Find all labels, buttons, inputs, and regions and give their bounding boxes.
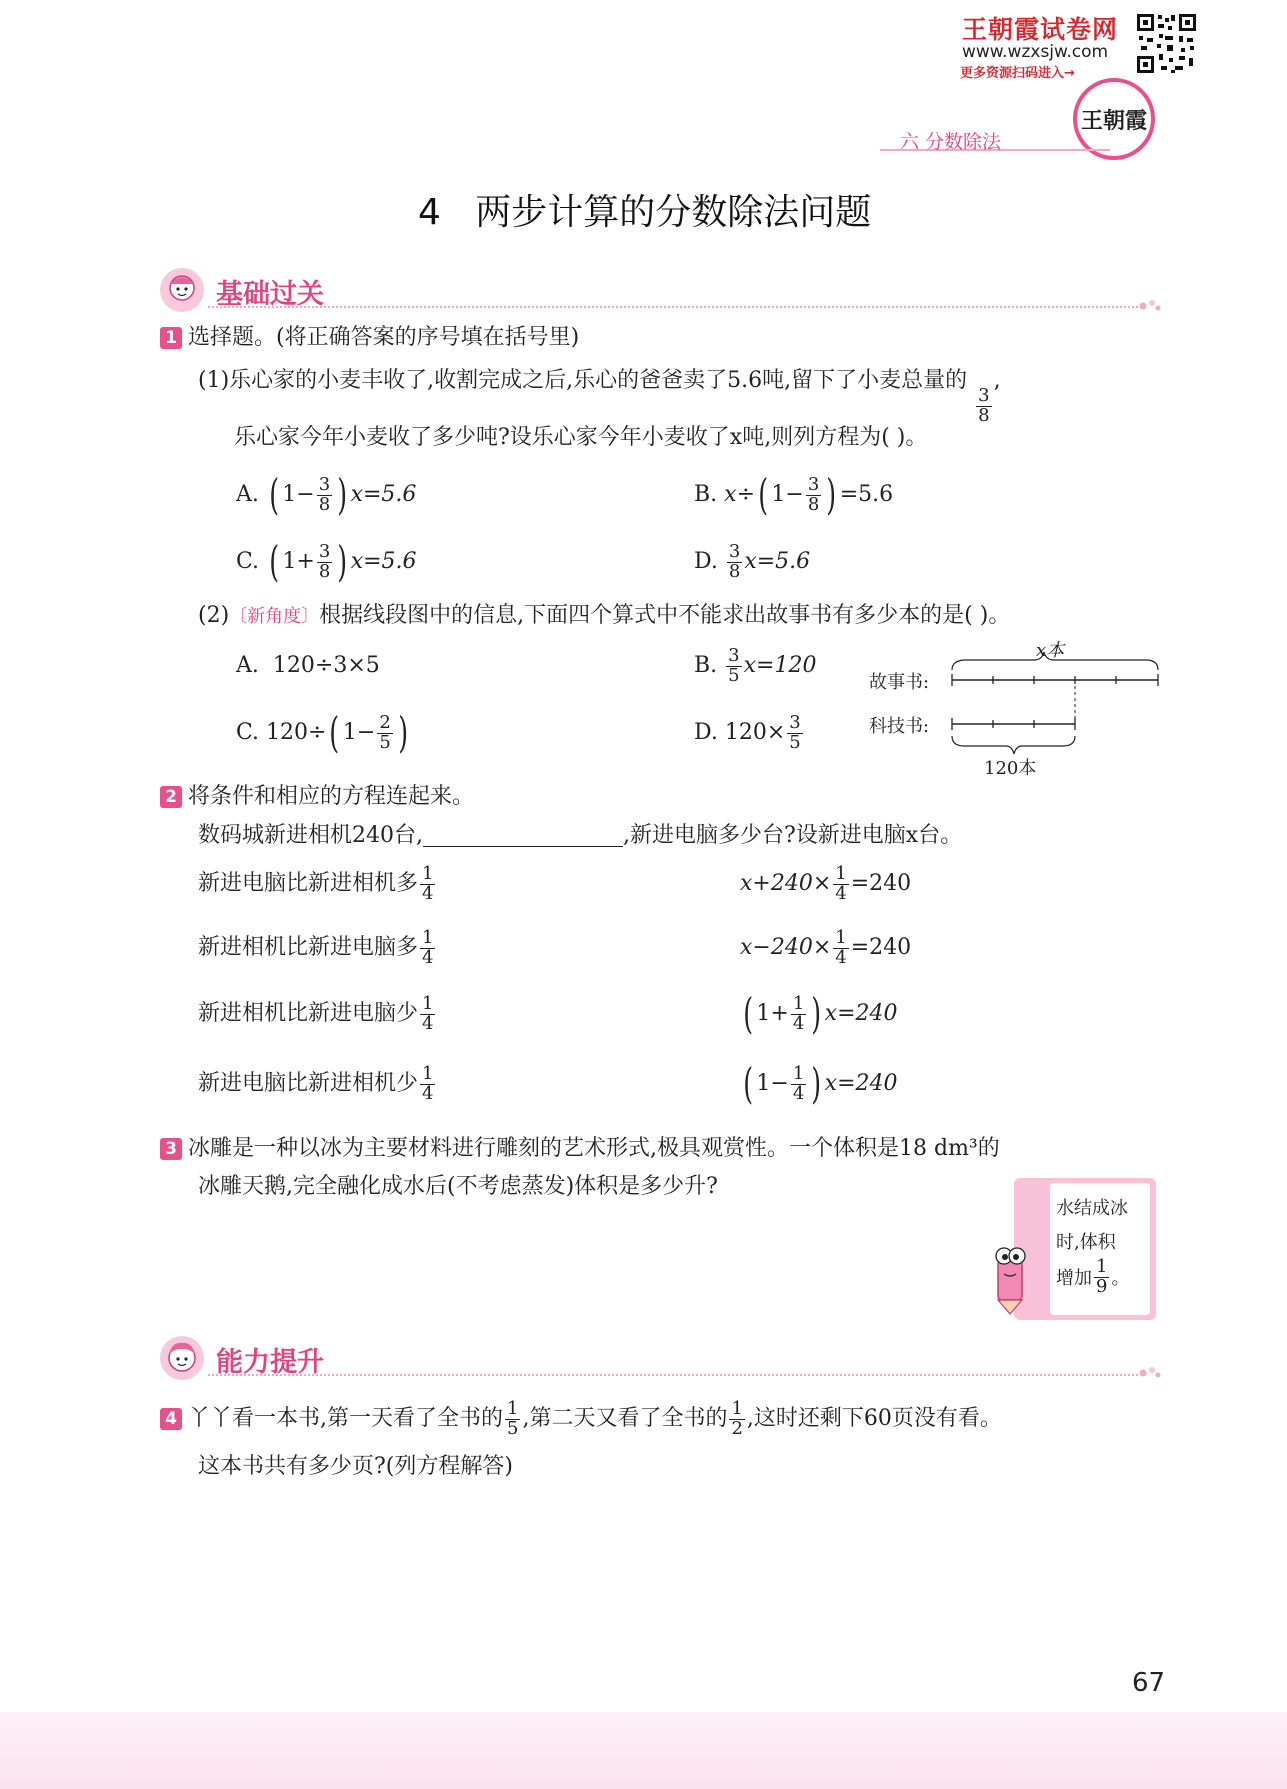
option-label: A.: [236, 653, 259, 678]
q3-number: 3: [160, 1138, 182, 1160]
q4-text-b: ,第二天又看了全书的: [522, 1406, 728, 1431]
fraction: [420, 1062, 435, 1104]
expr-part: 120÷3×5: [272, 653, 380, 678]
section-advanced-divider: [208, 1374, 1138, 1376]
frac-num: 3: [318, 473, 331, 495]
brand-url[interactable]: www.wzxsjw.com: [962, 42, 1109, 62]
frac-den: 4: [792, 1082, 805, 1104]
paren-right: ): [337, 470, 348, 520]
frac-num: 1: [792, 992, 805, 1014]
equation-part: 1−: [756, 1071, 789, 1096]
frac-den: 4: [835, 882, 847, 904]
frac-num: 1: [422, 992, 434, 1014]
equation-part: x−240×: [740, 935, 832, 960]
frac-num: 1: [731, 1397, 743, 1419]
frac-num: 3: [728, 540, 741, 562]
q2-left-item-4[interactable]: [198, 1059, 437, 1109]
hint-line-3: [1056, 1258, 1129, 1297]
fraction: [505, 1397, 520, 1439]
expr-part: x=5.6: [350, 549, 417, 574]
q2-prompt: [160, 786, 474, 808]
scan-text: 更多资源扫码进入→: [960, 66, 1075, 81]
option-label: C.: [236, 549, 260, 574]
paren-left: (: [743, 989, 754, 1039]
expr-part: x÷: [724, 482, 756, 507]
option-label: D.: [694, 549, 718, 574]
option-label: B.: [694, 653, 718, 678]
q3-line1: [160, 1138, 1000, 1160]
section-basic-title: 基础过关: [216, 279, 324, 310]
frac-num: 3: [318, 540, 331, 562]
q4-line2: [198, 1456, 513, 1478]
frac-den: 5: [789, 731, 801, 753]
frac-den: 4: [422, 1082, 434, 1104]
fraction: [727, 540, 742, 582]
fraction: [833, 862, 848, 904]
frac-den: 5: [507, 1417, 519, 1439]
fraction: [420, 992, 435, 1034]
brand-name: 王朝霞试卷网: [962, 15, 1119, 44]
hint-text: 。: [1111, 1268, 1130, 1290]
equation-part: x=240: [824, 1071, 898, 1096]
section-basic-divider: [208, 306, 1138, 308]
frac-den: 8: [318, 560, 331, 582]
frac-den: 9: [1096, 1275, 1108, 1297]
frac-den: 5: [728, 664, 740, 686]
segment-diagram: [866, 636, 1166, 779]
expr-part: x=5.6: [744, 549, 811, 574]
q3-line2: [198, 1176, 718, 1198]
frac-den: 4: [422, 882, 434, 904]
frac-num: 1: [422, 1062, 434, 1084]
option-label: A.: [236, 482, 259, 507]
expr-part: x=120: [743, 653, 817, 678]
q1-2-option-a[interactable]: [236, 655, 380, 677]
equation-part: =240: [850, 935, 912, 960]
frac-den: 4: [792, 1012, 805, 1034]
frac-num: 1: [1096, 1256, 1108, 1277]
q1-2-option-b[interactable]: [694, 641, 816, 691]
paren-right: ): [337, 537, 348, 587]
frac-num: 1: [422, 926, 434, 948]
q1-number: 1: [160, 327, 182, 349]
fraction: [791, 1062, 806, 1104]
option-label: D.: [694, 720, 718, 745]
q4-number: 4: [160, 1408, 182, 1430]
q2-right-item-2[interactable]: [740, 923, 911, 973]
frac-den: 8: [807, 493, 820, 515]
condition-text: 新进电脑比新进相机少: [198, 1071, 419, 1096]
fraction: [726, 644, 741, 686]
equation-part: =240: [850, 871, 912, 896]
q1-1-option-c[interactable]: [236, 537, 417, 587]
fraction: [791, 992, 806, 1034]
fraction: [420, 862, 435, 904]
q1-2-option-d[interactable]: [694, 708, 805, 758]
diagram-row2-label: 科技书:: [869, 716, 930, 737]
paren-left: (: [269, 537, 280, 587]
q4-text-c: ,这时还剩下60页没有看。: [746, 1406, 1002, 1431]
expr-part: 1+: [282, 549, 315, 574]
fraction: [976, 387, 991, 426]
paren-left: (: [269, 470, 280, 520]
frac-den: 8: [318, 493, 331, 515]
q1-1-option-b[interactable]: [694, 470, 893, 520]
q2-left-item-2[interactable]: [198, 923, 437, 973]
option-label: B.: [694, 482, 718, 507]
equation-part: 1+: [756, 1001, 789, 1026]
frac-num: 3: [789, 711, 801, 733]
fraction: [787, 711, 802, 753]
footer-band: [0, 1712, 1287, 1789]
frac-num: 1: [422, 862, 434, 884]
paren-left: (: [329, 708, 340, 758]
hint-text: 增加: [1056, 1268, 1092, 1290]
expr-part: 1−: [771, 482, 804, 507]
q1-2-option-c[interactable]: [236, 708, 411, 758]
fraction: [317, 473, 332, 515]
q2-right-item-4[interactable]: [740, 1059, 898, 1109]
frac-den: 8: [978, 404, 990, 426]
logo-badge: [1073, 78, 1155, 160]
expr-part: =5.6: [839, 482, 894, 507]
q2-left-item-3[interactable]: [198, 989, 437, 1039]
q4-line1: [160, 1394, 1002, 1444]
hint-line-2: 时,体积: [1056, 1232, 1116, 1253]
pencil-mascot-icon: [986, 1236, 1036, 1316]
q3-line1-text: 冰雕是一种以冰为主要材料进行雕刻的艺术形式,极具观赏性。一个体积是18 dm³的: [188, 1136, 1000, 1161]
fraction: [1094, 1258, 1109, 1297]
fraction: [833, 926, 848, 968]
paren-right: ): [826, 470, 837, 520]
diagram-top-label: x本: [1036, 640, 1065, 661]
girl-mascot-icon: [158, 266, 206, 314]
frac-den: 8: [728, 560, 741, 582]
frac-num: 3: [807, 473, 820, 495]
paren-left: (: [758, 470, 769, 520]
frac-num: 2: [379, 711, 391, 733]
paren-right: ): [811, 1059, 822, 1109]
expr-part: 120÷: [266, 720, 327, 745]
q1-1-option-a[interactable]: [236, 470, 416, 520]
frac-num: 3: [978, 385, 990, 406]
q2-number: 2: [160, 786, 182, 808]
frac-num: 1: [835, 862, 847, 884]
frac-num: 1: [507, 1397, 519, 1419]
fraction: [317, 540, 332, 582]
frac-num: 3: [728, 644, 740, 666]
equation-part: x=240: [824, 1001, 898, 1026]
frac-num: 1: [835, 926, 847, 948]
dots-decoration-icon: [1138, 297, 1162, 319]
q1-prompt-text: 选择题。(将正确答案的序号填在括号里): [188, 325, 580, 350]
condition-text: 新进电脑比新进相机多: [198, 871, 419, 896]
q2-stem: [198, 825, 962, 847]
q2-left-item-1[interactable]: [198, 859, 437, 909]
q2-blank[interactable]: [423, 826, 623, 847]
boy-mascot-icon: [158, 1334, 206, 1382]
q1-1-line2-text: 乐心家今年小麦收了多少吨?设乐心家今年小麦收了x吨,则列方程为( )。: [234, 425, 928, 450]
logo-text: 王朝霞: [1080, 108, 1147, 134]
q2-right-item-1[interactable]: [740, 859, 911, 909]
condition-text: 新进相机比新进电脑少: [198, 1001, 419, 1026]
paren-right: ): [398, 708, 408, 758]
diagram-row1-label: 故事书:: [869, 672, 930, 693]
equation-part: x+240×: [740, 871, 832, 896]
diagram-lines: [866, 636, 1166, 776]
fraction: [420, 926, 435, 968]
fraction: [377, 711, 392, 753]
expr-part: 1−: [282, 482, 315, 507]
q3-line2-text: 冰雕天鹅,完全融化成水后(不考虑蒸发)体积是多少升?: [198, 1174, 718, 1199]
expr-part: x=5.6: [350, 482, 417, 507]
frac-den: 4: [835, 946, 847, 968]
q1-1-line1: (1)乐心家的小麦丰收了,收割完成之后,乐心的爸爸卖了5.6吨,留下了小麦总量的 $\frac{3}{8}$ ,: [198, 368, 1001, 426]
frac-den: 5: [379, 731, 391, 753]
expr-part: 1−: [342, 720, 376, 745]
q4-line2-text: 这本书共有多少页?(列方程解答): [198, 1454, 513, 1479]
fraction: [806, 473, 821, 515]
condition-text: 新进相机比新进电脑多: [198, 935, 419, 960]
q1-1-option-d[interactable]: [694, 537, 810, 587]
new-angle-tag: 〔新角度〕: [229, 606, 320, 627]
q2-prompt-text: 将条件和相应的方程连起来。: [188, 784, 475, 809]
q1-2-text: 根据线段图中的信息,下面四个算式中不能求出故事书有多少本的是( )。: [319, 603, 1011, 628]
q1-1-line2: [234, 427, 927, 449]
q1-1-line1-text: (1)乐心家的小麦丰收了,收割完成之后,乐心的爸爸卖了5.6吨,留下了小麦总量的: [198, 368, 968, 393]
frac-num: 1: [792, 1062, 805, 1084]
section-advanced-title: 能力提升: [216, 1347, 324, 1378]
frac-den: 4: [422, 946, 434, 968]
q4-text-a: 丫丫看一本书,第一天看了全书的: [188, 1406, 503, 1431]
q1-prompt: [160, 327, 579, 349]
q2-stem-b: ,新进电脑多少台?设新进电脑x台。: [623, 823, 963, 848]
dots-decoration-icon: [1138, 1364, 1162, 1386]
q1-2-prefix: (2): [198, 603, 230, 628]
paren-right: ): [811, 989, 822, 1039]
frac-den: 2: [731, 1417, 743, 1439]
chapter-label: 六 分数除法: [900, 131, 1002, 153]
expr-part: 120×: [724, 720, 786, 745]
hint-line-1: 水结成冰: [1056, 1198, 1128, 1219]
qr-code-icon[interactable]: [1135, 12, 1198, 75]
fraction: [729, 1397, 744, 1439]
frac-den: 4: [422, 1012, 434, 1034]
page-number: 67: [1132, 1668, 1166, 1698]
paren-left: (: [743, 1059, 754, 1109]
option-label: C.: [236, 720, 260, 745]
page-title: 4 两步计算的分数除法问题: [418, 192, 872, 233]
q2-right-item-3[interactable]: [740, 989, 898, 1039]
q2-stem-a: 数码城新进相机240台,: [198, 823, 423, 848]
q1-2-question: [198, 605, 1010, 627]
diagram-bottom-label: 120本: [984, 758, 1037, 779]
